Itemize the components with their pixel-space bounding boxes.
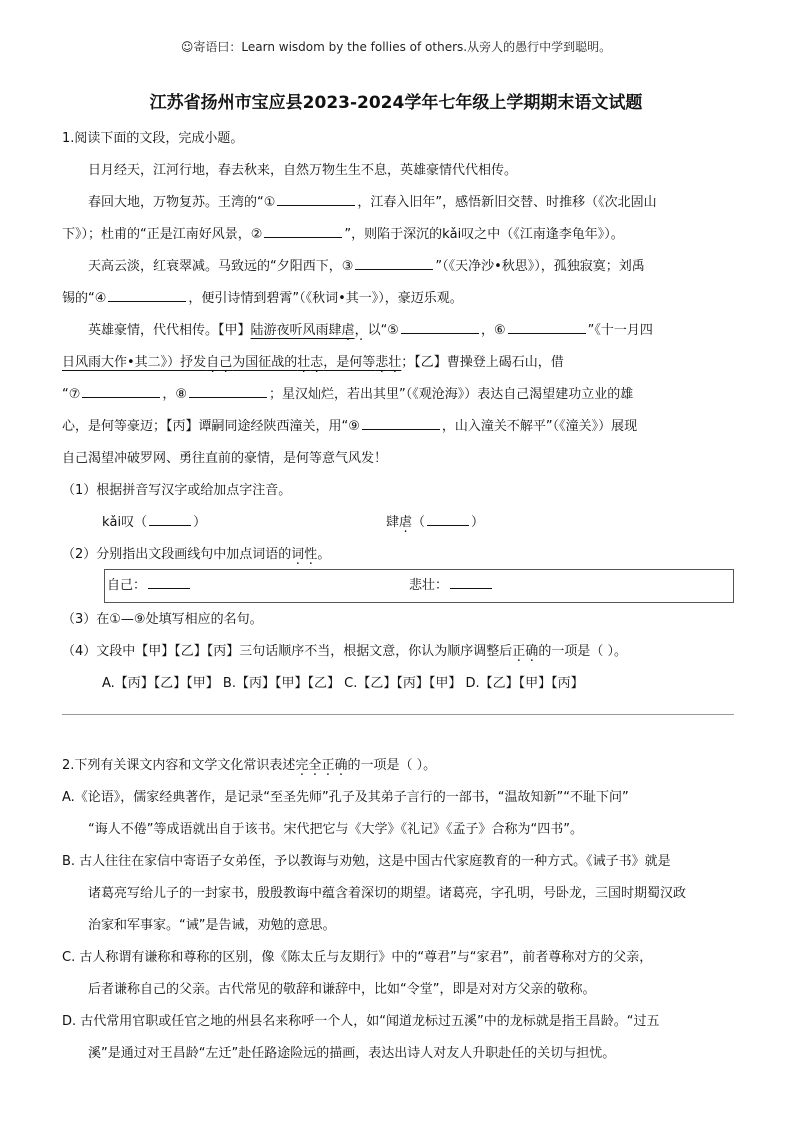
question-2-stem: 2.下列有关课文内容和文学文化常识表述完全正确的一项是（ ）。: [62, 758, 437, 773]
subquestion-4-options: A.【丙】【乙】【甲】 B.【丙】【甲】【乙】 C.【乙】【丙】【甲】 D.【乙】【甲】【丙】: [102, 676, 584, 691]
option-d-line-1[interactable]: D. 古代常用官职或任官之地的州县名来称呼一个人，如“闻道龙标过五溪”中的龙标就是指王昌龄。“过五: [62, 1014, 660, 1029]
motto-header: ☺寄语曰：Learn wisdom by the follies of others.从旁人的愚行中学到聪明。: [180, 40, 612, 54]
page-title: 江苏省扬州市宝应县2023-2024学年七年级上学期期末语文试题: [149, 93, 643, 113]
passage-paragraph-4-cont-4: 自己渴望冲破罗网、勇往直前的豪情，是何等意气风发！: [62, 451, 388, 466]
passage-paragraph-2-cont: 下》）；杜甫的“正是江南好风景，② ”，则陷于深沉的kǎi叹之中（《江南逢李龟年》）。: [62, 219, 734, 251]
option-a-line-2[interactable]: “诲人不倦”等成语就出自于该书。宋代把它与《大学》《礼记》《孟子》合称为“四书”。: [88, 822, 583, 837]
passage-paragraph-2: 春回大地，万物复苏。王湾的“① ，江春入旧年”，感悟新旧交替、时推移（《次北固山: [62, 187, 734, 219]
subquestion-3: （3）在①—⑨处填写相应的名句。: [62, 612, 263, 627]
option-c-line-1[interactable]: C. 古人称谓有谦称和尊称的区别，像《陈太丘与友期行》中的“尊君”与“家君”，前者尊称对方的父亲，: [62, 950, 653, 965]
passage-paragraph-4-cont-2: “⑦ ，⑧ ；星汉灿烂，若出其里”（《观沧海》）表达自己渴望建功立业的雄: [62, 379, 734, 411]
answer-blank-kai[interactable]: [149, 511, 191, 526]
passage-paragraph-3-cont: 锡的“④ ，便引诗情到碧霄”（《秋词•其一》），豪迈乐观。: [62, 283, 734, 315]
option-c-line-2[interactable]: 后者谦称自己的父亲。古代常见的敬辞和谦辞中，比如“令堂”，即是对对方父亲的敬称。: [88, 982, 596, 997]
option-d-line-2[interactable]: 溪”是通过对王昌龄“左迁”赴任路途险远的描画，表达出诗人对友人升职赴任的关切与担忧。: [88, 1046, 616, 1061]
answer-blank-6[interactable]: [508, 319, 586, 334]
question-1-tail: [62, 604, 734, 700]
answer-blank-4[interactable]: [108, 287, 186, 302]
passage-paragraph-4: 英雄豪情，代代相传。【甲】陆游夜听风雨肆虐，以“⑤ ，⑥ ”《十一月四: [62, 315, 734, 347]
passage-paragraph-4-cont-3: 心，是何等豪迈；【丙】谭嗣同途经陕西潼关，用“⑨ ，山入潼关不解平”（《潼关》）展现: [62, 411, 734, 443]
answer-blank-beizhuang[interactable]: [450, 574, 492, 589]
answer-blank-1[interactable]: [277, 191, 355, 206]
subquestion-2: （2）分别指出文段画线句中加点词语的词性。: [62, 547, 331, 562]
option-b-line-2[interactable]: 诸葛亮写给儿子的一封家书，殷殷教诲中蕴含着深切的期望。诸葛亮，字孔明，号卧龙，三国时期蜀汉政: [88, 886, 687, 901]
answer-blank-8[interactable]: [189, 383, 267, 398]
answer-blank-nue[interactable]: [427, 511, 469, 526]
answer-blank-2[interactable]: [264, 223, 342, 238]
subquestion-1: （1）根据拼音写汉字或给加点字注音。: [62, 483, 292, 498]
passage-paragraph-3: 天高云淡，红衰翠减。马致远的“夕阳西下，③ ”（《天净沙•秋思》），孤独寂寞；刘禹: [62, 251, 734, 283]
option-b-line-3[interactable]: 治家和军事家。“诫”是告诫，劝勉的意思。: [88, 918, 336, 933]
question-1-stem: 1.阅读下面的文段，完成小题。: [62, 131, 244, 146]
option-a-line-1[interactable]: A.《论语》，儒家经典著作，是记录“至圣先师”孔子及其弟子言行的一部书，“温故知新”“不耻下问”: [62, 790, 629, 805]
answer-blank-9[interactable]: [362, 415, 440, 430]
subquestion-4: （4）文段中【甲】【乙】【丙】三句话顺序不当，根据文意，你认为顺序调整后正确的一项是（ ）。: [62, 644, 627, 659]
answer-blank-5[interactable]: [401, 319, 479, 334]
answer-blank-3[interactable]: [355, 255, 433, 270]
answer-blank-ziji[interactable]: [148, 574, 190, 589]
subquestion-1-answers: kǎi叹（ ） 肆虐（ ）: [62, 507, 734, 539]
section-divider: [62, 714, 734, 715]
option-b-line-1[interactable]: B. 古人往往在家信中寄语子女弟侄，予以教诲与劝勉，这是中国古代家庭教育的一种方式。《诫子书》就是: [62, 854, 671, 869]
passage-paragraph-4-cont-1: 日风雨大作•其二》）抒发自己为国征战的壮志，是何等悲壮；【乙】曹操登上碣石山，借: [62, 355, 564, 370]
question-1: [62, 123, 734, 571]
passage-paragraph-1: 日月经天，江河行地，春去秋来，自然万物生生不息，英雄豪情代代相传。: [88, 163, 518, 178]
word-class-answer-box: 自己： 悲壮：: [104, 569, 734, 603]
question-2: [62, 750, 734, 1070]
answer-blank-7[interactable]: [82, 383, 160, 398]
